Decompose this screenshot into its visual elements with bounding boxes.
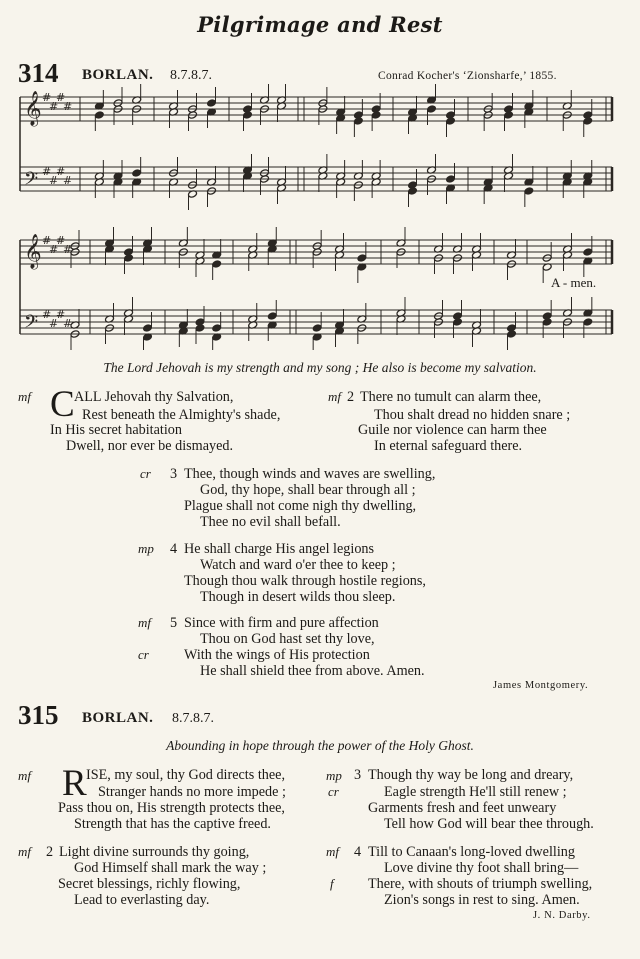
- hymn-315-author: J. N. Darby.: [533, 910, 591, 921]
- hymn-314-tune: BORLAN.: [82, 67, 154, 83]
- music-score: [0, 0, 640, 350]
- drop-cap: C: [50, 384, 75, 425]
- verse-line: Zion's songs in rest to sing. Amen.: [384, 892, 580, 908]
- hymn-314-author: James Montgomery.: [493, 680, 589, 691]
- verse-line: Stranger hands no more impede ;: [98, 784, 286, 800]
- verse-line: Though in desert wilds thou sleep.: [200, 589, 396, 605]
- hymn-315-tune: BORLAN.: [82, 710, 154, 726]
- svg-text:#: #: [63, 174, 73, 187]
- verse-line: Though thou walk through hostile regions,: [184, 573, 426, 589]
- verse-line: Plague shall not come nigh thy dwelling,: [184, 498, 417, 514]
- svg-text:#: #: [42, 91, 52, 104]
- hymn-314-number: 314: [18, 58, 59, 88]
- hymn-314-epigraph: The Lord Jehovah is my strength and my song ; He also is become my salvation.: [103, 360, 537, 375]
- svg-text:#: #: [49, 174, 59, 187]
- svg-text:#: #: [42, 165, 52, 178]
- verse-line: Rest beneath the Almighty's shade,: [82, 407, 281, 423]
- svg-text:#: #: [42, 308, 52, 321]
- dynamic-mark: mf: [138, 615, 151, 630]
- verse-number: 2: [46, 844, 54, 860]
- verse-line: Lead to everlasting day.: [74, 892, 210, 908]
- svg-text:#: #: [49, 317, 59, 330]
- svg-text:#: #: [42, 234, 52, 247]
- verse-line: Thee no evil shall befall.: [200, 514, 341, 530]
- verse-line: Thee, though winds and waves are swelling,: [184, 466, 436, 482]
- dynamic-mark: f: [330, 876, 334, 891]
- verse-line: Light divine surrounds thy going,: [59, 844, 250, 860]
- dynamic-mark: mf: [18, 389, 31, 404]
- verse-line: ALL Jehovah thy Salvation,: [74, 389, 234, 405]
- verse-line: He shall charge His angel legions: [184, 541, 375, 557]
- svg-text:#: #: [49, 100, 59, 113]
- verse-line: ISE, my soul, thy God directs thee,: [86, 767, 285, 783]
- dynamic-mark: mp: [138, 541, 154, 556]
- verse-line: Though thy way be long and dreary,: [368, 767, 574, 783]
- svg-text:#: #: [63, 317, 73, 330]
- svg-text:#: #: [63, 100, 73, 113]
- verse-line: Tell how God will bear thee through.: [384, 816, 594, 832]
- verse-number: 4: [170, 541, 178, 557]
- verse-line: Secret blessings, richly flowing,: [58, 876, 241, 892]
- verse-line: Since with firm and pure affection: [184, 615, 379, 631]
- hymn-315-meter: 8.7.8.7.: [172, 711, 214, 726]
- verse-line: Strength that has the captive freed.: [74, 816, 271, 832]
- verse-number: 2: [347, 389, 355, 405]
- verse-line: In eternal safeguard there.: [374, 438, 523, 454]
- verse-line: Love divine thy foot shall bring—: [384, 860, 579, 876]
- svg-text:𝄞: 𝄞: [24, 234, 42, 269]
- verse-number: 3: [354, 767, 362, 783]
- svg-text:𝄢: 𝄢: [24, 312, 39, 337]
- svg-text:#: #: [49, 243, 59, 256]
- verse-line: Guile nor violence can harm thee: [358, 422, 547, 438]
- hymn-314-composer: Conrad Kocher's ‘Zionsharfe,’ 1855.: [378, 70, 557, 82]
- verse-line: Thou shalt dread no hidden snare ;: [374, 407, 571, 423]
- svg-text:#: #: [56, 91, 66, 104]
- svg-text:#: #: [56, 308, 66, 321]
- dynamic-mark: mf: [328, 389, 341, 404]
- verse-line: He shall shield thee from above. Amen.: [200, 663, 425, 679]
- hymn-315-number: 315: [18, 700, 59, 730]
- verse-line: God, thy hope, shall bear through all ;: [200, 482, 416, 498]
- verse-line: Pass thou on, His strength protects thee,: [58, 800, 285, 816]
- verse-line: In His secret habitation: [50, 422, 182, 438]
- verse-line: Garments fresh and feet unweary: [368, 800, 557, 816]
- verse-line: God Himself shall mark the way ;: [74, 860, 267, 876]
- dynamic-mark: mf: [18, 768, 31, 783]
- verse-line: There, with shouts of triumph swelling,: [368, 876, 593, 892]
- verse-line: Thou on God hast set thy love,: [200, 631, 375, 647]
- amen-label: A - men.: [551, 275, 597, 290]
- drop-cap: R: [62, 763, 87, 804]
- verse-line: With the wings of His protection: [184, 647, 370, 663]
- dynamic-mark: mf: [326, 844, 339, 859]
- svg-text:#: #: [56, 234, 66, 247]
- dynamic-mark: cr: [328, 784, 339, 799]
- svg-text:𝄢: 𝄢: [24, 169, 39, 194]
- verse-line: Dwell, nor ever be dismayed.: [66, 438, 234, 454]
- verse-number: 5: [170, 615, 178, 631]
- dynamic-mark: mf: [18, 844, 31, 859]
- verse-line: Eagle strength He'll still renew ;: [384, 784, 567, 800]
- section-title: Pilgrimage and Rest: [197, 12, 443, 37]
- dynamic-mark: cr: [140, 466, 151, 481]
- verse-line: Watch and ward o'er thee to keep ;: [200, 557, 396, 573]
- svg-text:#: #: [63, 243, 73, 256]
- verse-line: There no tumult can alarm thee,: [360, 389, 542, 405]
- hymn-314-meter: 8.7.8.7.: [170, 68, 212, 83]
- svg-text:#: #: [56, 165, 66, 178]
- dynamic-mark: cr: [138, 647, 149, 662]
- verse-number: 3: [170, 466, 178, 482]
- dynamic-mark: mp: [326, 768, 342, 783]
- verse-number: 4: [354, 844, 362, 860]
- hymn-315-epigraph: Abounding in hope through the power of the Holy Ghost.: [166, 738, 474, 753]
- svg-text:𝄞: 𝄞: [24, 91, 42, 126]
- verse-line: Till to Canaan's long-loved dwelling: [368, 844, 575, 860]
